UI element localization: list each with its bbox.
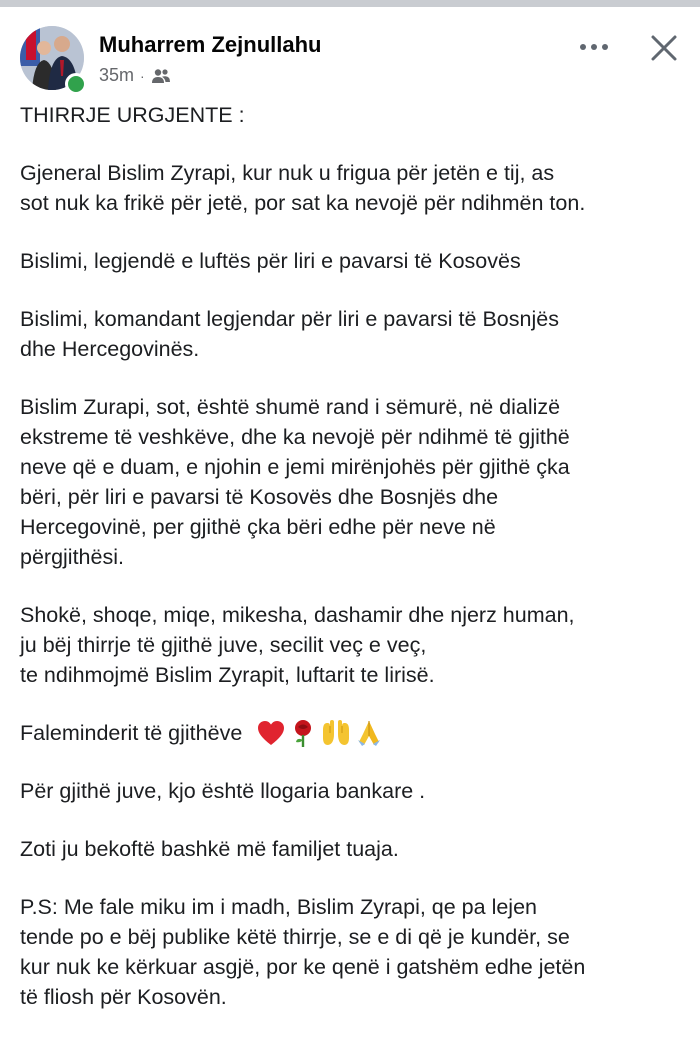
emoji-row <box>256 718 384 748</box>
post-paragraph: Bislimi, legjendë e luftës për liri e pavarsi të Kosovës <box>20 249 521 273</box>
meta-separator: · <box>140 67 145 84</box>
post-paragraph: Shokë, shoqe, miqe, mikesha, dashamir dhe njerz human, ju bëj thirrje të gjithë juve, secilit veç e veç, te ndihmojmë Bislim Zyrapit, luftarit te lirisë. <box>20 603 575 687</box>
post-paragraph: Zoti ju bekoftë bashkë më familjet tuaja. <box>20 837 399 861</box>
online-status-dot <box>65 73 87 95</box>
heart-icon <box>256 719 286 747</box>
rose-icon <box>288 718 318 748</box>
more-options-icon[interactable] <box>574 30 614 64</box>
post-paragraph: THIRRJE URGJENTE : <box>20 103 245 127</box>
folded-hands-icon <box>354 718 384 748</box>
friends-icon[interactable] <box>151 68 171 84</box>
close-icon[interactable] <box>644 28 684 68</box>
post-paragraph: Gjeneral Bislim Zyrapi, kur nuk u frigua për jetën e tij, as sot nuk ka frikë për jetë, por sat ka nevojë për ndihmën ton. <box>20 161 586 215</box>
post-time[interactable]: 35m <box>99 65 135 85</box>
post-paragraph: Bislim Zurapi, sot, është shumë rand i sëmurë, në dializë ekstreme të veshkëve, dhe ka nevojë për ndihmë të gjithë neve që e duam, e njohin e jemi mirënjohës për gjithë çka bëri, për liri e pavarsi të Kosovës dhe Bosnjës dhe Hercegovinë, per gjithë çka bëri edhe për neve në përgjithësi. <box>20 395 570 569</box>
author-name[interactable]: Muharrem Zejnullahu <box>99 32 322 57</box>
post-meta <box>99 65 171 86</box>
open-hands-icon <box>320 718 352 748</box>
post-body <box>20 100 688 1040</box>
post-header <box>0 18 700 94</box>
post-paragraph: P.S: Me fale miku im i madh, Bislim Zyrapi, qe pa lejen tende po e bëj publike këtë thirrje, se e di që je kundër, se kur nuk ke kërkuar asgjë, por ke qenë i gatshëm edhe jetën të fliosh për Kosovën. <box>20 895 586 1009</box>
post-paragraph: Bislimi, komandant legjendar për liri e pavarsi të Bosnjës dhe Hercegovinës. <box>20 307 559 361</box>
thanks-text: Faleminderit të gjithëve <box>20 721 243 745</box>
post-paragraph: Për gjithë juve, kjo është llogaria bankare . <box>20 779 426 803</box>
top-divider <box>0 0 700 7</box>
thanks-line <box>20 718 688 748</box>
